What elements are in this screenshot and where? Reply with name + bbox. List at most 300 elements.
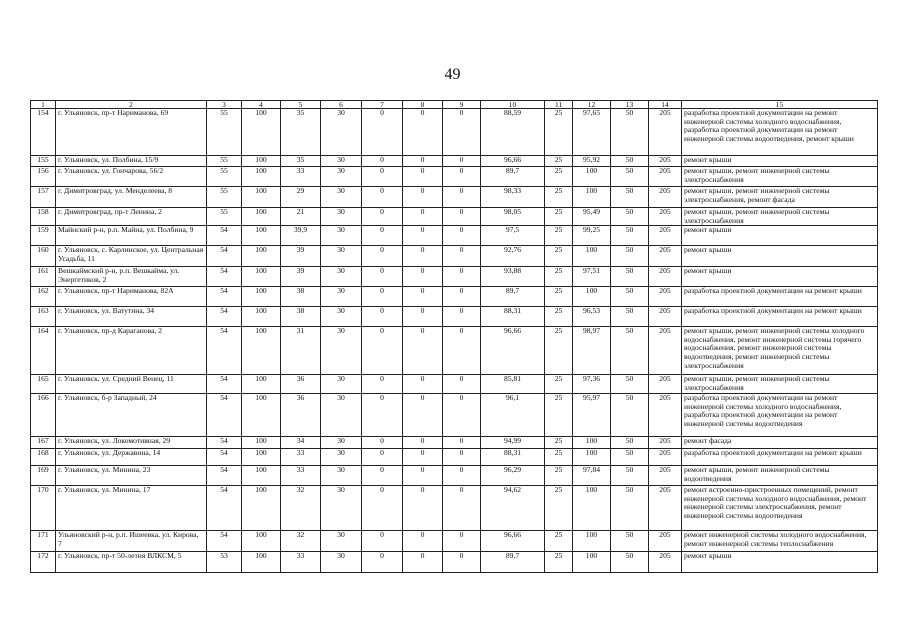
table-cell: 100 (242, 486, 281, 531)
table-cell: 54 (207, 287, 242, 307)
table-cell: г. Ульяновск, ул. Державина, 14 (56, 449, 207, 466)
table-cell: 0 (403, 327, 443, 375)
table-cell: 100 (242, 327, 281, 375)
table-cell: 96,66 (481, 531, 545, 552)
table-cell: 0 (443, 394, 481, 437)
table-cell: 0 (443, 449, 481, 466)
repair-table (30, 100, 878, 573)
table-cell: 0 (362, 531, 403, 552)
table-cell: 30 (321, 187, 362, 208)
table-cell: 25 (545, 552, 573, 573)
table-cell: 50 (611, 307, 649, 327)
table-cell: 167 (31, 437, 56, 449)
table-cell: 30 (321, 486, 362, 531)
column-header: 12 (573, 101, 611, 109)
table-cell: 168 (31, 449, 56, 466)
table-cell: ремонт крыши, ремонт инженерной системы водоотведения (682, 466, 878, 486)
table-cell: 97,5 (481, 226, 545, 246)
table-cell: 97,84 (573, 466, 611, 486)
table-cell: 50 (611, 187, 649, 208)
table-cell: 0 (362, 466, 403, 486)
table-cell: 30 (321, 109, 362, 156)
table-cell: 0 (362, 267, 403, 287)
table-cell: 0 (443, 437, 481, 449)
table-cell: 30 (321, 552, 362, 573)
table-cell: 0 (362, 187, 403, 208)
table-cell: 89,7 (481, 167, 545, 187)
table-cell: 154 (31, 109, 56, 156)
table-cell: 50 (611, 552, 649, 573)
table-cell: 0 (403, 375, 443, 394)
table-cell: 0 (403, 307, 443, 327)
table-cell: 25 (545, 167, 573, 187)
table-cell: 92,76 (481, 246, 545, 267)
table-cell: 50 (611, 486, 649, 531)
table-cell: разработка проектной документации на ремонт крыши (682, 287, 878, 307)
table-cell: 0 (443, 267, 481, 287)
table-row (31, 226, 878, 246)
table-cell: 38 (281, 287, 321, 307)
table-cell: 100 (573, 531, 611, 552)
table-cell: 0 (403, 246, 443, 267)
table-cell: 21 (281, 208, 321, 226)
table-cell: 0 (403, 486, 443, 531)
table-cell: 30 (321, 226, 362, 246)
table-cell: 98,97 (573, 327, 611, 375)
table-cell: 0 (443, 226, 481, 246)
table-cell: 55 (207, 109, 242, 156)
table-cell: 33 (281, 552, 321, 573)
table-cell: 0 (362, 156, 403, 167)
table-cell: 166 (31, 394, 56, 437)
table-cell: г. Ульяновск, ул. Полбина, 15/9 (56, 156, 207, 167)
table-cell: 30 (321, 531, 362, 552)
table-cell: 100 (573, 187, 611, 208)
table-cell: 94,99 (481, 437, 545, 449)
table-cell: 25 (545, 486, 573, 531)
table-cell: 30 (321, 327, 362, 375)
table-cell: 0 (403, 531, 443, 552)
table-cell: 25 (545, 246, 573, 267)
column-header: 14 (649, 101, 682, 109)
table-cell: 33 (281, 167, 321, 187)
table-cell: ремонт крыши, ремонт инженерной системы электроснабжения (682, 167, 878, 187)
table-cell: 169 (31, 466, 56, 486)
table-cell: 25 (545, 156, 573, 167)
table-cell: 100 (573, 437, 611, 449)
table-cell: Вешкаймский р-н, р.п. Вешкайма, ул. Энергетиков, 2 (56, 267, 207, 287)
table-cell: 85,81 (481, 375, 545, 394)
table-cell: 0 (362, 437, 403, 449)
table-cell: 155 (31, 156, 56, 167)
table-cell: 39 (281, 267, 321, 287)
table-row (31, 109, 878, 156)
table-cell: 100 (242, 208, 281, 226)
table-cell: 159 (31, 226, 56, 246)
table-cell: 205 (649, 375, 682, 394)
column-header: 8 (403, 101, 443, 109)
table-cell: 205 (649, 156, 682, 167)
table-row (31, 167, 878, 187)
table-cell: 0 (362, 307, 403, 327)
table-cell: 205 (649, 449, 682, 466)
table-cell: 30 (321, 375, 362, 394)
table-cell: 205 (649, 394, 682, 437)
header-row (31, 101, 878, 109)
table-cell: 33 (281, 466, 321, 486)
table-cell: 39 (281, 246, 321, 267)
table-cell: 205 (649, 187, 682, 208)
table-cell: 95,97 (573, 394, 611, 437)
table-cell: 25 (545, 226, 573, 246)
table-cell: 160 (31, 246, 56, 267)
column-header: 15 (682, 101, 878, 109)
table-cell: 100 (242, 394, 281, 437)
column-header: 6 (321, 101, 362, 109)
table-cell: 0 (443, 287, 481, 307)
table-cell: 205 (649, 208, 682, 226)
table-cell: 0 (403, 167, 443, 187)
table-cell: г. Ульяновск, ул. Средний Венец, 11 (56, 375, 207, 394)
table-cell: 205 (649, 466, 682, 486)
table-cell: 0 (403, 208, 443, 226)
table-cell: 100 (242, 437, 281, 449)
table-row (31, 156, 878, 167)
table-cell: 96,66 (481, 156, 545, 167)
table-cell: 32 (281, 486, 321, 531)
table-cell: 53 (207, 552, 242, 573)
table-cell: 54 (207, 449, 242, 466)
table-cell: 205 (649, 307, 682, 327)
table-cell: 36 (281, 394, 321, 437)
table-cell: 0 (403, 187, 443, 208)
table-cell: 0 (362, 394, 403, 437)
table-cell: 100 (242, 307, 281, 327)
table-cell: 100 (242, 466, 281, 486)
table-cell: 100 (242, 109, 281, 156)
table-cell: 95,92 (573, 156, 611, 167)
table-row (31, 486, 878, 531)
table-cell: ремонт крыши, ремонт инженерной системы электроснабжения, ремонт фасада (682, 187, 878, 208)
table-cell: 96,29 (481, 466, 545, 486)
table-cell: г. Ульяновск, ул. Ватутина, 34 (56, 307, 207, 327)
table-cell: ремонт крыши (682, 267, 878, 287)
table-cell: 205 (649, 437, 682, 449)
table-cell: 30 (321, 208, 362, 226)
table-cell: 54 (207, 226, 242, 246)
table-cell: 98,33 (481, 187, 545, 208)
table-cell: 25 (545, 267, 573, 287)
table-cell: 25 (545, 466, 573, 486)
table-row (31, 187, 878, 208)
table-row (31, 552, 878, 573)
table-cell: 88,31 (481, 449, 545, 466)
table-cell: 0 (362, 226, 403, 246)
table-cell: 30 (321, 287, 362, 307)
table-cell: г. Ульяновск, ул. Гончарова, 56/2 (56, 167, 207, 187)
table-cell: 30 (321, 394, 362, 437)
table-cell: 161 (31, 267, 56, 287)
table-cell: 156 (31, 167, 56, 187)
table-cell: 205 (649, 552, 682, 573)
table-cell: 97,51 (573, 267, 611, 287)
table-cell: 96,1 (481, 394, 545, 437)
table-cell: разработка проектной документации на ремонт крыши (682, 307, 878, 327)
table-cell: 50 (611, 267, 649, 287)
table-cell: 0 (362, 552, 403, 573)
table-cell: 30 (321, 437, 362, 449)
table-cell: 0 (443, 486, 481, 531)
table-cell: ремонт крыши, ремонт инженерной системы электроснабжения (682, 375, 878, 394)
table-cell: 30 (321, 466, 362, 486)
table-cell: 25 (545, 208, 573, 226)
table-cell: 30 (321, 167, 362, 187)
table-cell: 205 (649, 531, 682, 552)
table-cell: 100 (242, 267, 281, 287)
table-cell: 88,31 (481, 307, 545, 327)
column-header: 5 (281, 101, 321, 109)
table-cell: 0 (403, 466, 443, 486)
table-cell: г. Ульяновск, пр-т Нариманова, 69 (56, 109, 207, 156)
table-cell: 0 (403, 449, 443, 466)
table-cell: 0 (403, 226, 443, 246)
table-cell: 31 (281, 327, 321, 375)
table-cell: 88,59 (481, 109, 545, 156)
table-cell: разработка проектной документации на ремонт крыши (682, 449, 878, 466)
table-cell: 164 (31, 327, 56, 375)
table-cell: 0 (362, 208, 403, 226)
table-row (31, 287, 878, 307)
table-row (31, 307, 878, 327)
table-cell: 89,7 (481, 552, 545, 573)
table-cell: 54 (207, 531, 242, 552)
table-cell: 0 (362, 167, 403, 187)
table-cell: 25 (545, 375, 573, 394)
table-cell: 162 (31, 287, 56, 307)
table-cell: 100 (573, 167, 611, 187)
table-cell: г. Ульяновск, пр-т 50-летия ВЛКСМ, 5 (56, 552, 207, 573)
table-cell: 171 (31, 531, 56, 552)
table-cell: ремонт крыши (682, 552, 878, 573)
table-row (31, 466, 878, 486)
table-cell: 54 (207, 394, 242, 437)
table-cell: 54 (207, 486, 242, 531)
column-header: 11 (545, 101, 573, 109)
table-cell: 55 (207, 208, 242, 226)
table-cell: 50 (611, 466, 649, 486)
table-body (31, 109, 878, 573)
table-cell: 29 (281, 187, 321, 208)
table-cell: 50 (611, 287, 649, 307)
table-cell: 100 (573, 449, 611, 466)
table-cell: 25 (545, 287, 573, 307)
table-cell: Майнский р-н, р.п. Майна, ул. Полбина, 9 (56, 226, 207, 246)
table-row (31, 437, 878, 449)
table-cell: 25 (545, 327, 573, 375)
table-cell: г. Ульяновск, пр-т Нариманова, 82А (56, 287, 207, 307)
table-cell: 50 (611, 156, 649, 167)
table-cell: 0 (403, 437, 443, 449)
table-cell: 25 (545, 437, 573, 449)
table-cell: 97,65 (573, 109, 611, 156)
table-cell: Ульяновский р-н, р.п. Ишеевка, ул. Кирова, 7 (56, 531, 207, 552)
table-cell: 50 (611, 167, 649, 187)
table-cell: 170 (31, 486, 56, 531)
table-cell: 0 (443, 552, 481, 573)
column-header: 10 (481, 101, 545, 109)
table-cell: 100 (242, 287, 281, 307)
table-cell: 100 (242, 187, 281, 208)
table-cell: 50 (611, 394, 649, 437)
table-cell: 25 (545, 109, 573, 156)
table-cell: 25 (545, 307, 573, 327)
table-row (31, 531, 878, 552)
table-cell: 0 (362, 246, 403, 267)
table-cell: ремонт фасада (682, 437, 878, 449)
table-cell: 0 (403, 552, 443, 573)
column-header: 13 (611, 101, 649, 109)
table-cell: 97,36 (573, 375, 611, 394)
table-cell: разработка проектной документации на ремонт инженерной системы холодного водоснабжения, разработка проектной документации на ремонт инженерной системы водоотведения (682, 394, 878, 437)
table-cell: 0 (443, 246, 481, 267)
table-cell: 35 (281, 109, 321, 156)
table-cell: 0 (443, 109, 481, 156)
table-cell: 163 (31, 307, 56, 327)
table-cell: 100 (242, 246, 281, 267)
table-cell: 172 (31, 552, 56, 573)
table-cell: 38 (281, 307, 321, 327)
table-cell: 0 (443, 156, 481, 167)
table-cell: 50 (611, 449, 649, 466)
table-cell: 50 (611, 109, 649, 156)
table-cell: 25 (545, 449, 573, 466)
table-cell: 54 (207, 327, 242, 375)
table-cell: 50 (611, 208, 649, 226)
table-cell: 0 (403, 267, 443, 287)
table-cell: 54 (207, 466, 242, 486)
table-cell: 100 (242, 156, 281, 167)
table-cell: 205 (649, 246, 682, 267)
column-header: 1 (31, 101, 56, 109)
table-cell: 100 (573, 287, 611, 307)
table-cell: 93,88 (481, 267, 545, 287)
table-cell: г. Ульяновск, б-р Западный, 24 (56, 394, 207, 437)
column-header: 9 (443, 101, 481, 109)
table-cell: 25 (545, 394, 573, 437)
table-cell: 0 (362, 287, 403, 307)
table-cell: 36 (281, 375, 321, 394)
table-cell: 0 (362, 109, 403, 156)
table-cell: ремонт крыши (682, 246, 878, 267)
table-cell: г. Димитровград, пр-т Ленина, 2 (56, 208, 207, 226)
table-cell: 205 (649, 167, 682, 187)
table-row (31, 449, 878, 466)
table-cell: 100 (573, 486, 611, 531)
table-cell: 98,05 (481, 208, 545, 226)
table-cell: 0 (403, 287, 443, 307)
table-cell: 0 (443, 531, 481, 552)
table-cell: 0 (362, 327, 403, 375)
table-cell: 30 (321, 307, 362, 327)
table-cell: 0 (443, 167, 481, 187)
table-cell: ремонт крыши, ремонт инженерной системы электроснабжения (682, 208, 878, 226)
table-cell: 205 (649, 327, 682, 375)
column-header: 3 (207, 101, 242, 109)
table-cell: 54 (207, 375, 242, 394)
table-cell: ремонт крыши, ремонт инженерной системы холодного водоснабжения, ремонт инженерной системы горячего водоснабжения, ремонт инженерной системы водоотведения, ремонт инженерной системы электроснабжения (682, 327, 878, 375)
table-cell: ремонт крыши (682, 156, 878, 167)
table-cell: 89,7 (481, 287, 545, 307)
table-cell: 50 (611, 531, 649, 552)
table-row (31, 327, 878, 375)
table-cell: 100 (242, 449, 281, 466)
table-cell: 30 (321, 246, 362, 267)
table-cell: 55 (207, 167, 242, 187)
table-cell: 55 (207, 156, 242, 167)
table-cell: 0 (443, 327, 481, 375)
table-cell: г. Димитровград, ул. Менделеева, 8 (56, 187, 207, 208)
table-row (31, 208, 878, 226)
table-cell: 39,9 (281, 226, 321, 246)
table-cell: 0 (362, 449, 403, 466)
table-cell: 99,25 (573, 226, 611, 246)
table-cell: 100 (242, 531, 281, 552)
table-cell: 25 (545, 187, 573, 208)
table-cell: г. Ульяновск, ул. Минина, 23 (56, 466, 207, 486)
table-cell: 34 (281, 437, 321, 449)
table-cell: 0 (403, 394, 443, 437)
table-cell: 0 (403, 109, 443, 156)
table-cell: 50 (611, 246, 649, 267)
table-cell: г. Ульяновск, ул. Минина, 17 (56, 486, 207, 531)
table-cell: 100 (242, 226, 281, 246)
table-cell: 95,49 (573, 208, 611, 226)
table-cell: г. Ульяновск, ул. Локомотивная, 29 (56, 437, 207, 449)
table-cell: 0 (443, 375, 481, 394)
table-cell: 54 (207, 437, 242, 449)
table-cell: ремонт встроенно-пристроенных помещений, ремонт инженерной системы холодного водоснабжения, ремонт инженерной системы электроснабжения, ремонт инженерной системы водоотведения (682, 486, 878, 531)
table-cell: 0 (362, 375, 403, 394)
table-cell: 55 (207, 187, 242, 208)
column-header: 7 (362, 101, 403, 109)
table-cell: 0 (362, 486, 403, 531)
table-cell: 96,53 (573, 307, 611, 327)
table-cell: 30 (321, 156, 362, 167)
table-cell: 50 (611, 375, 649, 394)
table-cell: 0 (443, 208, 481, 226)
table-cell: 54 (207, 267, 242, 287)
table-cell: 205 (649, 267, 682, 287)
table-cell: 50 (611, 437, 649, 449)
table-cell: 100 (242, 552, 281, 573)
table-cell: 32 (281, 531, 321, 552)
table-row (31, 394, 878, 437)
table-cell: 35 (281, 156, 321, 167)
table-cell: ремонт инженерной системы холодного водоснабжения, ремонт инженерной системы теплоснабжения (682, 531, 878, 552)
table-cell: 96,66 (481, 327, 545, 375)
table-cell: 157 (31, 187, 56, 208)
table-cell: 158 (31, 208, 56, 226)
table-cell: 0 (443, 307, 481, 327)
table-cell: ремонт крыши (682, 226, 878, 246)
table-cell: 0 (443, 187, 481, 208)
table-cell: 0 (443, 466, 481, 486)
table-cell: 205 (649, 226, 682, 246)
table-cell: 54 (207, 307, 242, 327)
table-cell: разработка проектной документации на ремонт инженерной системы холодного водоснабжения, разработка проектной документации на ремонт инженерной системы водоотведения, ремонт крыши (682, 109, 878, 156)
table-cell: 205 (649, 287, 682, 307)
table-cell: 205 (649, 486, 682, 531)
